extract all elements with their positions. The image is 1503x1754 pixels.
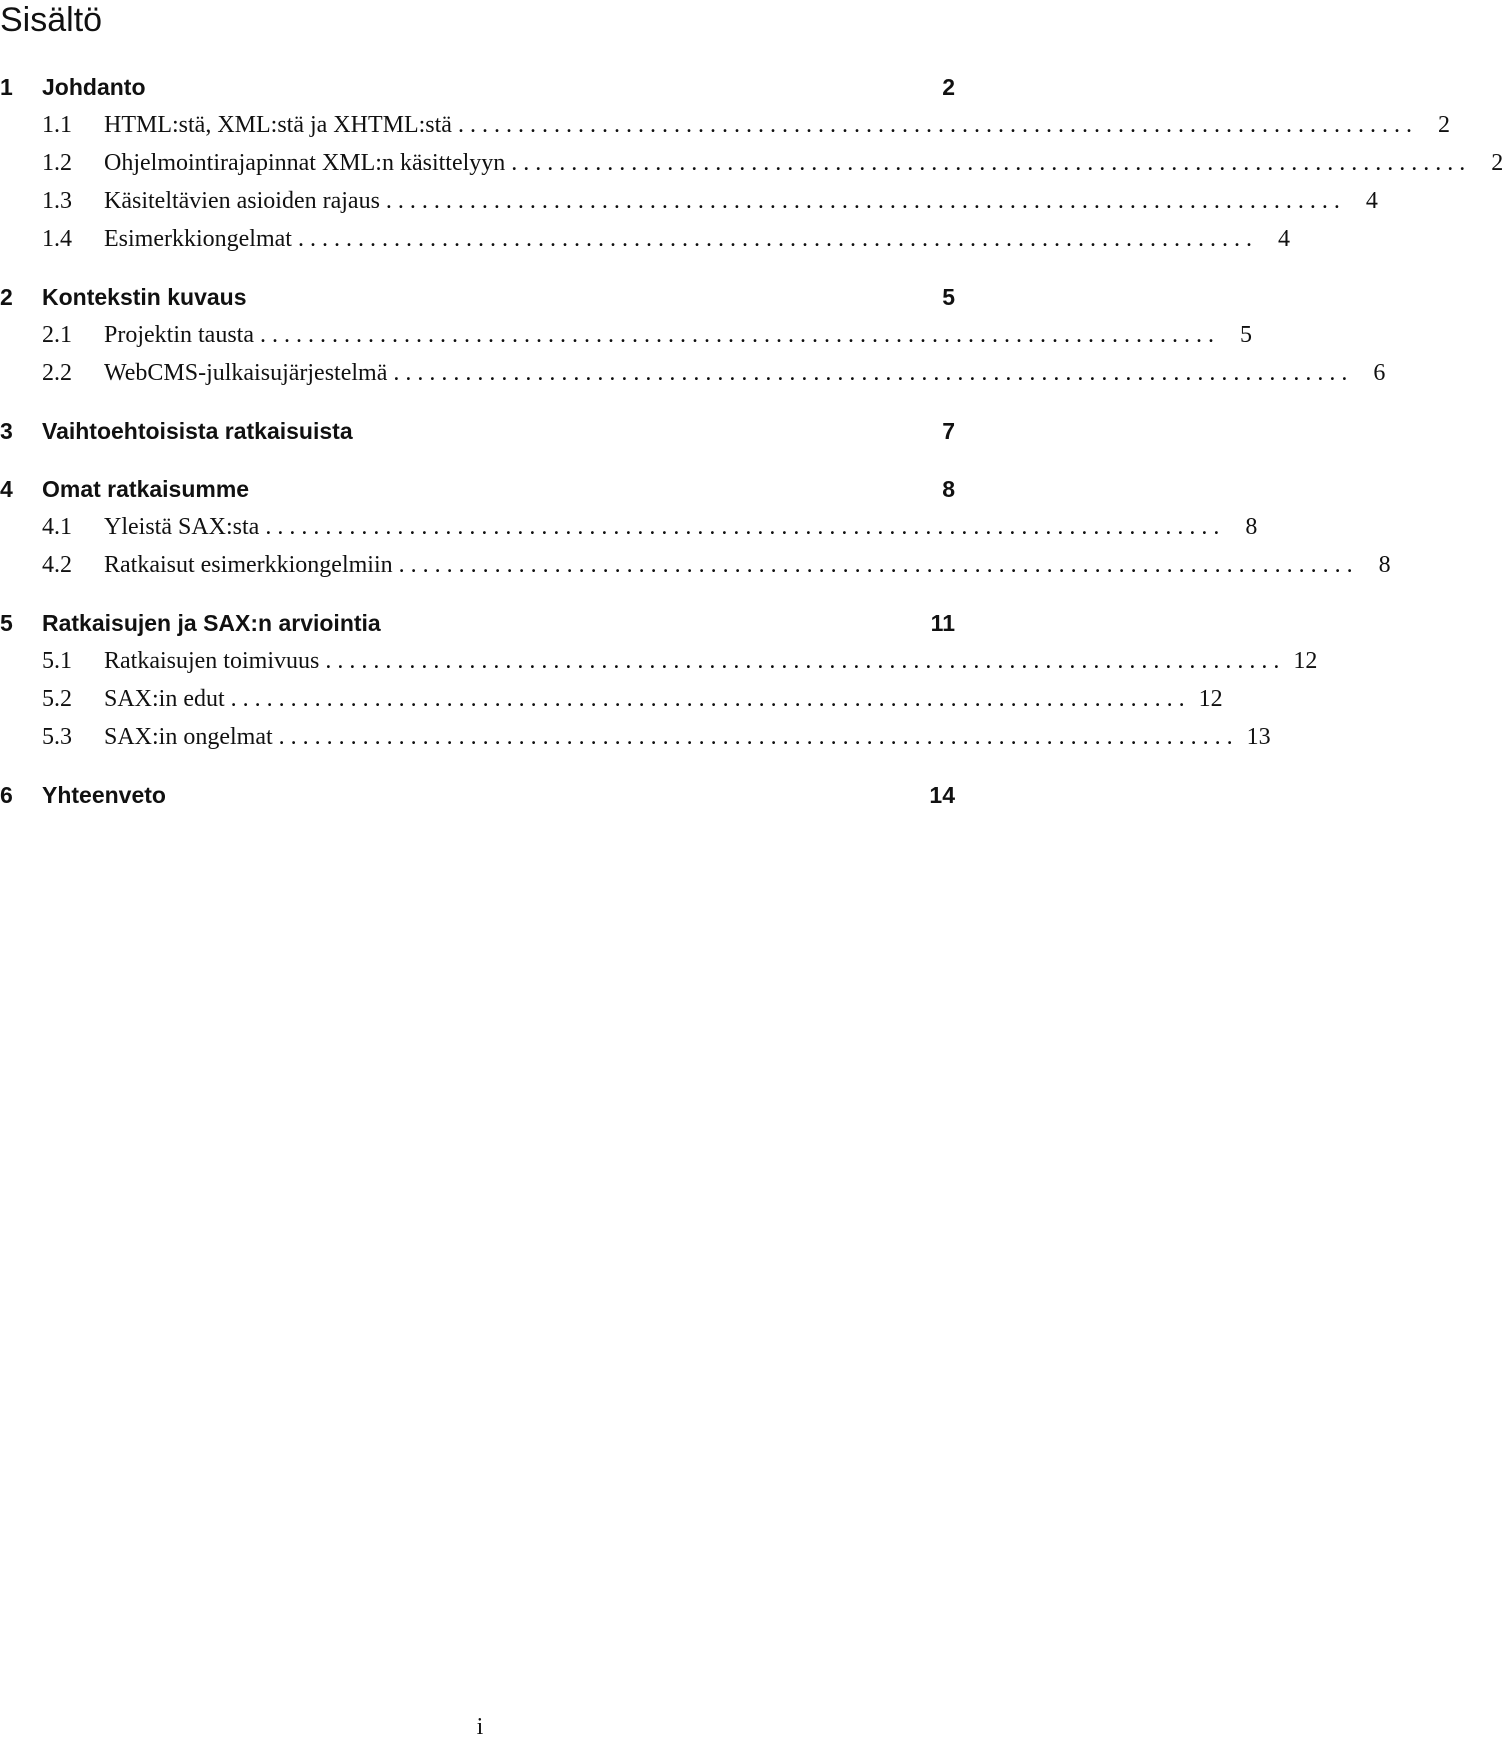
toc-entry-number: 5.3 (42, 724, 72, 750)
toc-entry-number: 4.1 (42, 514, 72, 540)
toc-chapter-entry[interactable] (0, 68, 955, 106)
toc-entry-title: Käsiteltävien asioiden rajaus (104, 188, 380, 214)
toc-entry-number: 1.1 (42, 112, 72, 138)
toc-entry-title: Esimerkkiongelmat (104, 226, 292, 252)
toc-entry-number: 5.1 (42, 648, 72, 674)
toc-entry-page-number: 4 (1365, 188, 1378, 214)
toc-entry-page-number: 2 (1437, 112, 1450, 138)
toc-entry-number: 2 (0, 284, 13, 310)
toc-entry-page-number: 6 (1373, 360, 1386, 386)
toc-entry-title: Ratkaisujen ja SAX:n arviointia (42, 610, 381, 636)
toc-entry-number: 1.4 (42, 226, 72, 252)
toc-entry-title: Omat ratkaisumme (42, 476, 250, 502)
toc-entry-title: Ratkaisut esimerkkiongelmiin (104, 552, 393, 578)
toc-section-entry[interactable] (0, 354, 1386, 392)
toc-entry-title: Yhteenveto (42, 782, 166, 808)
toc-entry-page-number: 8 (1378, 552, 1391, 578)
toc-entry-number: 2.2 (42, 360, 72, 386)
toc-dot-leader: . . . . . . . . . . . . . . . . . . . . . . . . . . . . . . . . . . . . . . . . . . . . . . . . . . . . . . . . . . . . . . . . . . . . . . . . . . . . . . . . (398, 552, 1353, 578)
toc-dot-leader: . . . . . . . . . . . . . . . . . . . . . . . . . . . . . . . . . . . . . . . . . . . . . . . . . . . . . . . . . . . . . . . . . . . . . . . . . . . . . . . . (259, 322, 1214, 348)
toc-entry-page-number: 7 (942, 418, 955, 444)
toc-chapter-entry[interactable] (0, 470, 955, 508)
toc-chapter-entry[interactable] (0, 604, 955, 642)
toc-entry-title: Vaihtoehtoisista ratkaisuista (42, 418, 353, 444)
toc-section-entry[interactable] (0, 680, 1223, 718)
toc-section-entry[interactable] (0, 642, 1318, 680)
toc-entry-number: 3 (0, 418, 13, 444)
toc-entry-number: 6 (0, 782, 13, 808)
toc-entry-page-number: 14 (929, 782, 955, 808)
toc-entry-title: HTML:stä, XML:stä ja XHTML:stä (104, 112, 452, 138)
toc-section-entry[interactable] (0, 106, 1450, 144)
toc-entry-number: 4 (0, 476, 13, 502)
toc-section-entry[interactable] (0, 508, 1258, 546)
toc-entry-number: 5.2 (42, 686, 72, 712)
toc-section-entry[interactable] (0, 220, 1290, 258)
toc-entry-page-number: 5 (1239, 322, 1252, 348)
toc-dot-leader: . . . . . . . . . . . . . . . . . . . . . . . . . . . . . . . . . . . . . . . . . . . . . . . . . . . . . . . . . . . . . . . . . . . . . . . . . . . . . . . . (278, 724, 1233, 750)
toc-entry-number: 1 (0, 74, 13, 100)
page-number-footer: i (476, 1714, 484, 1740)
toc-entry-page-number: 2 (1491, 150, 1503, 176)
toc-dot-leader: . . . . . . . . . . . . . . . . . . . . . . . . . . . . . . . . . . . . . . . . . . . . . . . . . . . . . . . . . . . . . . . . . . . . . . . . . . . . . . . . (511, 150, 1466, 176)
toc-entry-title: Johdanto (42, 74, 146, 100)
toc-entry-title: Kontekstin kuvaus (42, 284, 247, 310)
toc-section-entry[interactable] (0, 316, 1252, 354)
page-title: Sisältö (0, 1, 103, 39)
toc-entry-number: 5 (0, 610, 13, 636)
toc-entry-title: SAX:in ongelmat (104, 724, 273, 750)
toc-entry-number: 1.3 (42, 188, 72, 214)
toc-entry-title: Ratkaisujen toimivuus (104, 648, 320, 674)
toc-entry-title: SAX:in edut (104, 686, 225, 712)
toc-entry-page-number: 4 (1277, 226, 1290, 252)
toc-entry-page-number: 8 (1245, 514, 1258, 540)
toc-dot-leader: . . . . . . . . . . . . . . . . . . . . . . . . . . . . . . . . . . . . . . . . . . . . . . . . . . . . . . . . . . . . . . . . . . . . . . . . . . . . . . . . (265, 514, 1220, 540)
toc-entry-page-number: 5 (942, 284, 955, 310)
toc-entry-page-number: 8 (942, 476, 955, 502)
toc-chapter-entry[interactable] (0, 776, 955, 814)
toc-entry-page-number: 13 (1246, 724, 1271, 750)
toc-dot-leader: . . . . . . . . . . . . . . . . . . . . . . . . . . . . . . . . . . . . . . . . . . . . . . . . . . . . . . . . . . . . . . . . . . . . . . . . . . . . . . . . (393, 360, 1348, 386)
toc-entry-number: 2.1 (42, 322, 72, 348)
toc-dot-leader: . . . . . . . . . . . . . . . . . . . . . . . . . . . . . . . . . . . . . . . . . . . . . . . . . . . . . . . . . . . . . . . . . . . . . . . . . . . . . . . . (385, 188, 1340, 214)
toc-section-entry[interactable] (0, 144, 1503, 182)
toc-entry-number: 4.2 (42, 552, 72, 578)
toc-entry-title: Yleistä SAX:sta (104, 514, 260, 540)
table-of-contents (0, 68, 1503, 814)
toc-chapter-entry[interactable] (0, 278, 955, 316)
toc-entry-title: WebCMS-julkaisujärjestelmä (104, 360, 388, 386)
toc-entry-page-number: 2 (942, 74, 955, 100)
toc-entry-page-number: 12 (1293, 648, 1318, 674)
toc-dot-leader: . . . . . . . . . . . . . . . . . . . . . . . . . . . . . . . . . . . . . . . . . . . . . . . . . . . . . . . . . . . . . . . . . . . . . . . . . . . . . . . . (325, 648, 1280, 674)
toc-dot-leader: . . . . . . . . . . . . . . . . . . . . . . . . . . . . . . . . . . . . . . . . . . . . . . . . . . . . . . . . . . . . . . . . . . . . . . . . . . . . . . . . (297, 226, 1252, 252)
toc-entry-title: Ohjelmointirajapinnat XML:n käsittelyyn (104, 150, 506, 176)
toc-dot-leader: . . . . . . . . . . . . . . . . . . . . . . . . . . . . . . . . . . . . . . . . . . . . . . . . . . . . . . . . . . . . . . . . . . . . . . . . . . . . . . . . (457, 112, 1412, 138)
toc-section-entry[interactable] (0, 182, 1378, 220)
toc-entry-number: 1.2 (42, 150, 72, 176)
toc-chapter-entry[interactable] (0, 412, 955, 450)
toc-dot-leader: . . . . . . . . . . . . . . . . . . . . . . . . . . . . . . . . . . . . . . . . . . . . . . . . . . . . . . . . . . . . . . . . . . . . . . . . . . . . . . . . (230, 686, 1185, 712)
toc-section-entry[interactable] (0, 718, 1271, 756)
toc-entry-title: Projektin tausta (104, 322, 254, 348)
toc-entry-page-number: 11 (930, 610, 955, 636)
toc-section-entry[interactable] (0, 546, 1391, 584)
toc-entry-page-number: 12 (1198, 686, 1223, 712)
